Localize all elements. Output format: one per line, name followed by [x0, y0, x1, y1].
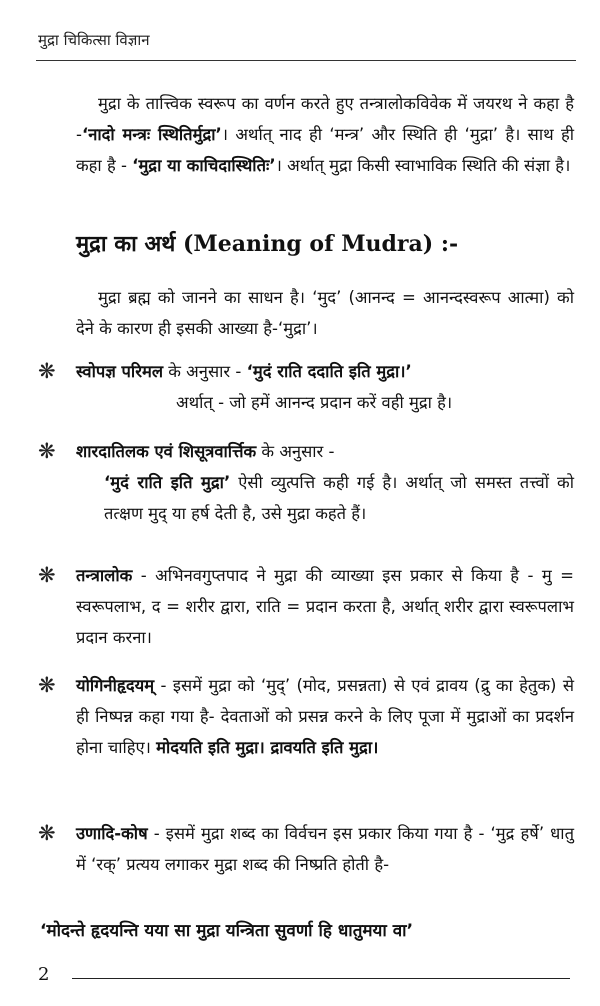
item-quote: मोदयति इति मुद्रा। द्रावयति इति मुद्रा।: [156, 738, 379, 757]
flower-bullet-icon: ❋: [38, 563, 56, 587]
item-connector: के अनुसार -: [163, 362, 247, 381]
flower-bullet-icon: ❋: [38, 673, 56, 697]
page-number: 2: [38, 964, 50, 985]
intro-text-2: । अर्थात् नाद ही ‘मन्त्र’ और स्थिति ही ‘मुद्रा’ है। साथ ही कहा है -: [76, 125, 574, 175]
list-item: [38, 818, 574, 880]
closing-quote: ‘मोदन्ते हृदयन्ति यया सा मुद्रा यन्त्रिता सुवर्णा हि धातुमया वा’: [40, 921, 414, 941]
item-gloss: अर्थात् - जो हमें आनन्द प्रदान करें वही मुद्रा है।: [176, 393, 453, 412]
footer-rule: [72, 978, 570, 979]
flower-bullet-icon: ❋: [38, 821, 56, 845]
list-item: [38, 670, 574, 763]
item-connector: के अनुसार -: [256, 442, 335, 461]
item-source: उणादि-कोष: [76, 824, 148, 843]
item-quote: ‘मुदं राति इति मुद्रा’: [104, 473, 231, 492]
flower-bullet-icon: ❋: [38, 439, 56, 463]
section-heading-english: (Meaning of Mudra) :-: [183, 231, 459, 257]
running-header: मुद्रा चिकित्सा विज्ञान: [38, 31, 150, 49]
item-source: योगिनीहृदयम्: [76, 676, 155, 695]
intro-quote-2: ‘मुद्रा या काचिदास्थितिः’: [132, 156, 276, 175]
item-source: तन्त्रालोक: [76, 566, 133, 585]
list-item: [38, 560, 574, 653]
item-text: - इसमें मुद्रा शब्द का विर्वचन इस प्रकार किया गया है - ‘मुद्र हर्षे’ धातु में ‘रक्’ प्रत्यय लगाकर मुद्रा शब्द की निष्प्रति होती है-: [76, 824, 574, 874]
list-item: [38, 436, 574, 529]
section-heading: [76, 228, 458, 258]
intro-text-1: मुद्रा के तात्त्विक स्वरूप का वर्णन करते हुए तन्त्रालोकविवेक में जयरथ ने कहा है -: [76, 94, 574, 144]
flower-bullet-icon: ❋: [38, 359, 56, 383]
item-source: स्वोपज्ञ परिमल: [76, 362, 164, 381]
intro-text-3: । अर्थात् मुद्रा किसी स्वाभाविक स्थिति की संज्ञा है।: [275, 156, 571, 175]
list-item: [38, 356, 574, 418]
item-text: - इसमें मुद्रा को ‘मुद्’ (मोद, प्रसन्नता) से एवं द्रावय (द्रु का हेतुक) से ही निष्पन्न कहा गया है- देवताओं को प्रसन्न करने के लिए पूजा में मुद्राओं का प्रदर्शन होना चाहिए।: [76, 676, 574, 757]
meaning-paragraph: मुद्रा ब्रह्म को जानने का साधन है। ‘मुद’ (आनन्द = आनन्दस्वरूप आत्मा) को देने के कारण ही इसकी आख्या है-‘मुद्रा’।: [76, 288, 574, 338]
header-rule: [36, 60, 576, 61]
section-heading-hindi: मुद्रा का अर्थ: [76, 232, 176, 257]
item-quote: ‘मुदं राति ददाति इति मुद्रा।’: [246, 362, 412, 381]
intro-paragraph: [76, 88, 574, 181]
item-text: - अभिनवगुप्तपाद ने मुद्रा की व्याख्या इस प्रकार से किया है - मु = स्वरूपलाभ, द = शरीर द्वारा, राति = प्रदान करता है, अर्थात् शरीर द्वारा स्वरूपलाभ प्रदान करना।: [76, 566, 574, 647]
item-source: शारदातिलक एवं शिसूत्रवार्त्तिक: [76, 442, 257, 461]
item-body: [76, 467, 574, 529]
intro-quote-1: ‘नादो मन्त्रः स्थितिर्मुद्रा’: [81, 125, 222, 144]
item-gloss: ऐसी व्युत्पत्ति कही गई है। अर्थात् जो समस्त तत्त्वों को तत्क्षण मुद् या हर्ष देती है, उसे मुद्रा कहते हैं।: [104, 473, 574, 523]
